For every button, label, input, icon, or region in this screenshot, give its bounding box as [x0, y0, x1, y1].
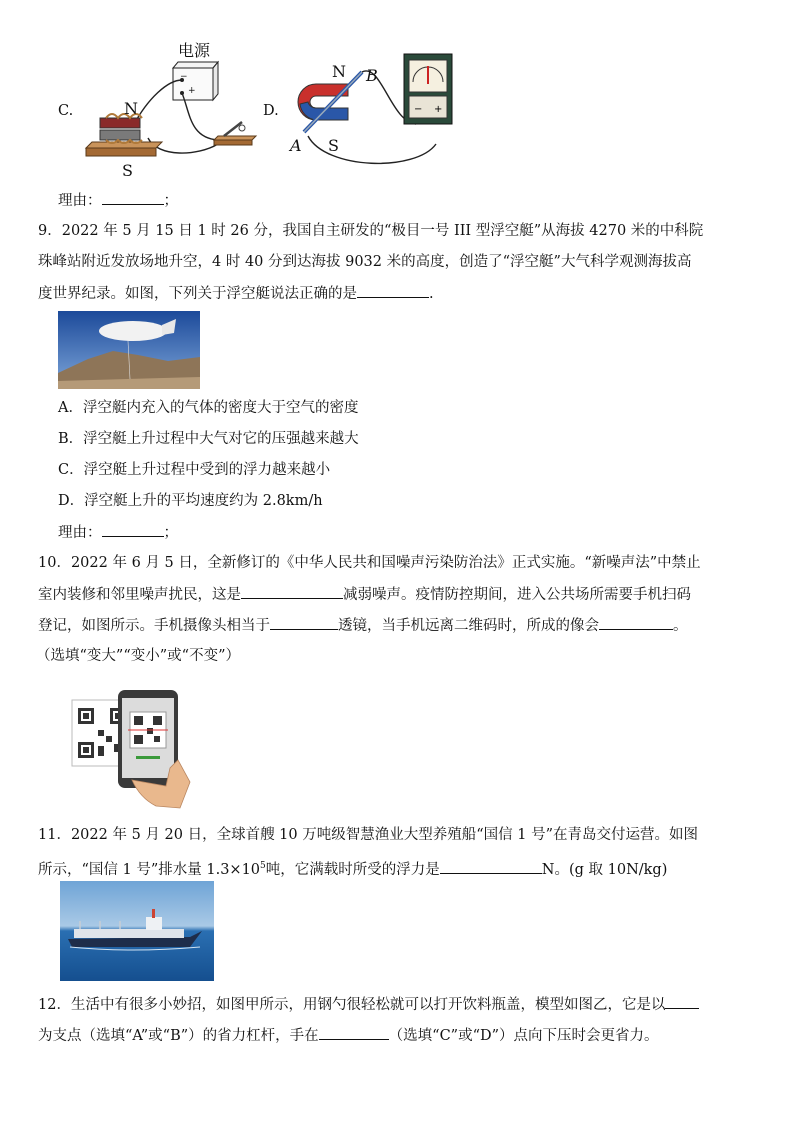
q10-line-2-start: 室内装修和邻里噪声扰民，这是 [38, 587, 241, 603]
q9-line-3-text: 度世界纪录。如图，下列关于浮空艇说法正确的是 [38, 286, 357, 302]
q10-line-3-end: 。 [673, 618, 688, 634]
airship-photo [58, 311, 200, 389]
reason-line-1 [58, 190, 178, 211]
pole-n-label-d: N [332, 62, 346, 81]
ship-photo [60, 881, 214, 981]
answer-blank[interactable] [665, 994, 699, 1009]
reason-line-2 [58, 522, 178, 543]
q10-line-1: 10．2022 年 6 月 5 日，全新修订的《中华人民共和国噪声污染防治法》正式实施。“新噪声法”中禁止 [38, 555, 701, 571]
answer-blank[interactable] [102, 190, 164, 205]
figure-d-induction-setup [286, 52, 456, 172]
option-d-label: D. [263, 103, 279, 119]
power-source-label: 电源 [178, 41, 211, 60]
reason-label: 理由： [58, 525, 102, 541]
terminal-minus: − [180, 72, 188, 82]
answer-blank[interactable] [319, 1025, 389, 1040]
point-b-label: B [366, 66, 378, 85]
q11-line-2 [38, 856, 667, 880]
answer-blank[interactable] [102, 522, 164, 537]
q10-line-3 [38, 615, 688, 636]
q11-line-2-end: N。(g 取 10N/kg) [541, 861, 668, 878]
q10-line-3-mid: 透镜，当手机远离二维码时，所成的像会 [338, 618, 599, 634]
reason-end: ； [163, 193, 178, 209]
answer-blank[interactable] [599, 615, 673, 630]
pole-s-label-d: S [328, 136, 339, 155]
q11-line-2-start: 所示，“国信 1 号”排水量 1.3×10 [38, 861, 261, 878]
exponent: 5 [260, 861, 266, 871]
q9-line-1: 9．2022 年 5 月 15 日 1 时 26 分，我国自主研发的“极目一号 III 型浮空艇”从海拔 4270 米的中科院 [38, 223, 704, 239]
q11-line-2-mid: 吨，它满载时所受的浮力是 [265, 861, 440, 878]
q9-line-3-end: . [429, 286, 434, 302]
q9-option-b[interactable]: B．浮空艇上升过程中大气对它的压强越来越大 [58, 431, 359, 447]
reason-label: 理由： [58, 193, 102, 209]
q10-line-3-start: 登记，如图所示。手机摄像头相当于 [38, 618, 270, 634]
point-a-label: A [290, 136, 302, 155]
q9-option-a[interactable]: A．浮空艇内充入的气体的密度大于空气的密度 [58, 400, 359, 416]
option-c-label: C. [58, 103, 74, 119]
q9-option-c[interactable]: C．浮空艇上升过程中受到的浮力越来越小 [58, 462, 331, 478]
pole-s-label: S [122, 161, 133, 180]
q12-line-1-text: 12．生活中有很多小妙招，如图甲所示，用钢勺很轻松就可以打开饮料瓶盖，模型如图乙，它是以 [38, 997, 666, 1013]
figure-c-electromagnet-circuit [78, 38, 228, 183]
pole-n-label: N [124, 99, 138, 118]
knife-switch [212, 118, 258, 146]
q9-line-3 [38, 283, 434, 304]
answer-blank[interactable] [440, 859, 542, 874]
svg-text:+: + [434, 104, 443, 115]
q10-line-4: （选填“变大”“变小”或“不变”） [36, 648, 240, 664]
q9-line-2: 珠峰站附近发放场地升空，4 时 40 分到达海拔 9032 米的高度，创造了“浮空艇”大气科学观测海拔高 [38, 254, 692, 270]
q10-line-2-end: 减弱噪声。疫情防控期间，进入公共场所需要手机扫码 [343, 587, 691, 603]
q12-line-2-end: （选填“C”或“D”）点向下压时会更省力。 [388, 1028, 659, 1044]
q12-line-1 [38, 994, 699, 1015]
q9-option-d[interactable]: D．浮空艇上升的平均速度约为 2.8km/h [58, 493, 323, 509]
answer-blank[interactable] [241, 584, 343, 599]
svg-text:−: − [414, 104, 423, 115]
q11-line-1: 11．2022 年 5 月 20 日，全球首艘 10 万吨级智慧渔业大型养殖船“国信 1 号”在青岛交付运营。如图 [38, 827, 699, 843]
terminal-plus: + [188, 86, 196, 96]
answer-blank[interactable] [270, 615, 338, 630]
answer-blank[interactable] [357, 283, 429, 298]
q12-line-2-start: 为支点（选填“A”或“B”）的省力杠杆，手在 [38, 1028, 319, 1044]
qr-scan-illustration [70, 690, 198, 810]
reason-end: ； [163, 525, 178, 541]
q10-line-2 [38, 584, 691, 605]
q12-line-2 [38, 1025, 659, 1046]
